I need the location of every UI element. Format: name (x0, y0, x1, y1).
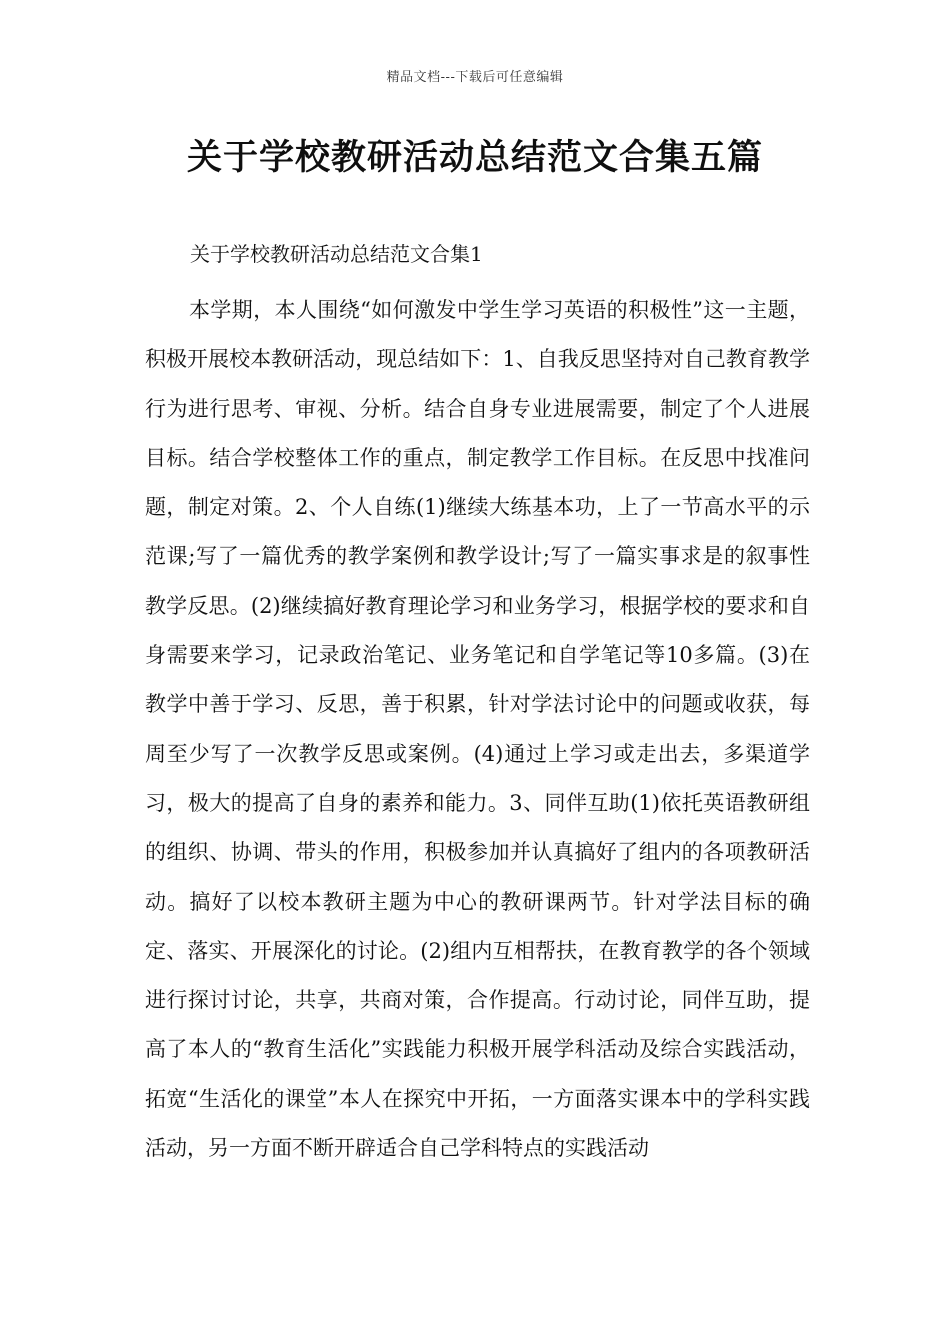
body-paragraph: 本学期，本人围绕“如何激发中学生学习英语的积极性”这一主题，积极开展校本教研活动，现总结如下：1、自我反思坚持对自己教育教学行为进行思考、审视、分析。结合自身专业进展需要，制定了个人进展目标。结合学校整体工作的重点，制定教学工作目标。在反思中找准问题，制定对策。2、个人自练(1)继续大练基本功，上了一节高水平的示范课;写了一篇优秀的教学案例和教学设计;写了一篇实事求是的叙事性教学反思。(2)继续搞好教育理论学习和业务学习，根据学校的要求和自身需要来学习，记录政治笔记、业务笔记和自学笔记等10多篇。(3)在教学中善于学习、反思，善于积累，针对学法讨论中的问题或收获，每周至少写了一次教学反思或案例。(4)通过上学习或走出去，多渠道学习，极大的提高了自身的素养和能力。3、同伴互助(1)依托英语教研组的组织、协调、带头的作用，积极参加并认真搞好了组内的各项教研活动。搞好了以校本教研主题为中心的教研课两节。针对学法目标的确定、落实、开展深化的讨论。(2)组内互相帮扶，在教育教学的各个领域进行探讨讨论，共享，共商对策，合作提高。行动讨论，同伴互助，提高了本人的“教育生活化”实践能力积极开展学科活动及综合实践活动，拓宽“生活化的课堂”本人在探究中开拓，一方面落实课本中的学科实践活动，另一方面不断开辟适合自己学科特点的实践活动 (145, 298, 810, 1161)
section-heading: 关于学校教研活动总结范文合集1 (190, 242, 483, 266)
header-note: 精品文档---下载后可任意编辑 (386, 70, 564, 85)
document-title: 关于学校教研活动总结范文合集五篇 (186, 137, 763, 178)
